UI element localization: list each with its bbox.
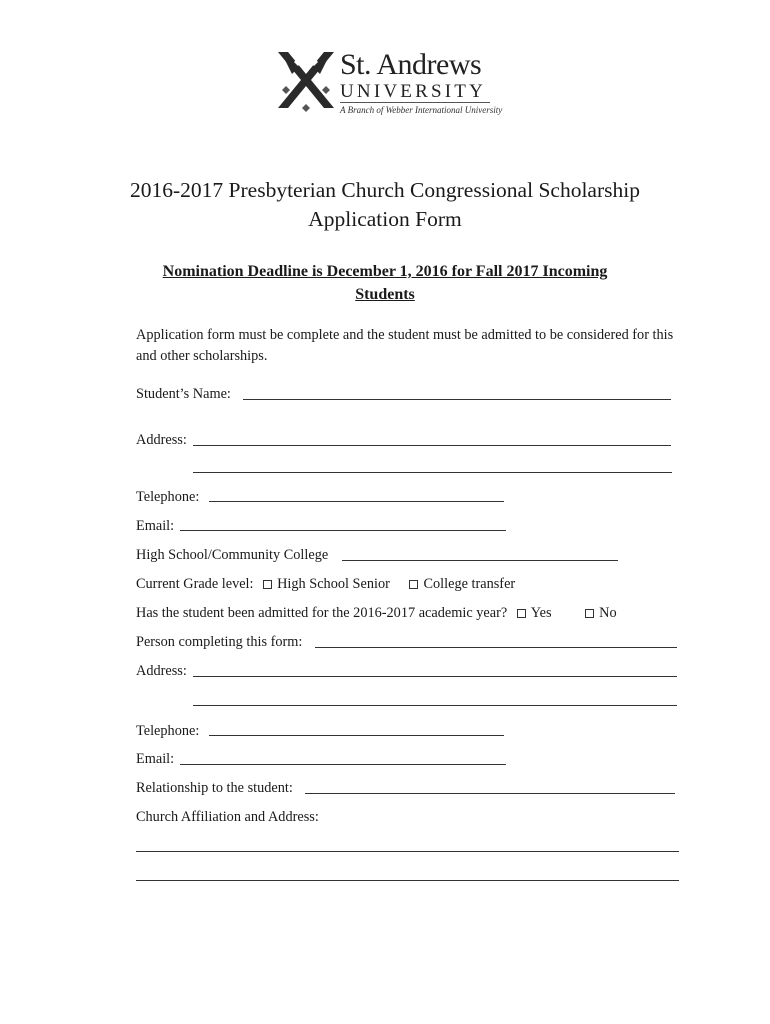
church-affiliation-field-line-2[interactable] (136, 880, 679, 881)
logo-tagline: A Branch of Webber International University (340, 105, 503, 115)
address-label: Address: (136, 432, 187, 448)
high-school-field[interactable] (342, 560, 618, 561)
completer-email-field[interactable] (180, 764, 506, 765)
completer-address-label: Address: (136, 663, 187, 679)
form-title-line-1: 2016-2017 Presbyterian Church Congressional Scholarship (130, 178, 640, 202)
logo-university: UNIVERSITY (340, 81, 486, 102)
student-name-label: Student’s Name: (136, 386, 231, 402)
high-school-senior-label: High School Senior (277, 576, 390, 592)
logo-divider (340, 102, 490, 103)
admitted-yes-label: Yes (530, 605, 552, 621)
high-school-senior-checkbox[interactable] (263, 580, 272, 589)
person-completing-label: Person completing this form: (136, 634, 303, 650)
church-affiliation-label: Church Affiliation and Address: (136, 809, 319, 825)
person-completing-field[interactable] (315, 647, 677, 648)
completer-address-field-line-2[interactable] (193, 705, 677, 706)
admitted-no-label: No (599, 605, 617, 621)
university-logo-crest (276, 50, 336, 118)
form-title-line-2: Application Form (308, 207, 462, 231)
grade-level-row (136, 575, 515, 593)
intro-paragraph: Application form must be complete and the student must be admitted to be considered for this and other scholarships. (136, 327, 674, 364)
deadline-line-1: Nomination Deadline is December 1, 2016 for Fall 2017 Incoming (162, 263, 608, 280)
address-field-line-2[interactable] (193, 472, 672, 473)
high-school-label: High School/Community College (136, 547, 329, 563)
email-field[interactable] (180, 530, 506, 531)
telephone-field[interactable] (209, 501, 504, 502)
completer-email-label: Email: (136, 751, 175, 767)
college-transfer-label: College transfer (423, 576, 516, 592)
completer-telephone-field[interactable] (209, 735, 504, 736)
nomination-deadline (120, 260, 650, 306)
admitted-question: Has the student been admitted for the 2016-2017 academic year? (136, 605, 508, 621)
telephone-label: Telephone: (136, 489, 200, 505)
admitted-no-checkbox[interactable] (585, 609, 594, 618)
completer-telephone-label: Telephone: (136, 723, 200, 739)
admitted-row (136, 604, 617, 622)
grade-level-label: Current Grade level: (136, 576, 254, 592)
email-label: Email: (136, 518, 175, 534)
form-title (60, 176, 710, 234)
relationship-field[interactable] (305, 793, 675, 794)
church-affiliation-field-line-1[interactable] (136, 851, 679, 852)
relationship-label: Relationship to the student: (136, 780, 293, 796)
address-field-line-1[interactable] (193, 445, 671, 446)
college-transfer-checkbox[interactable] (409, 580, 418, 589)
logo-name: St. Andrews (340, 48, 482, 81)
deadline-line-2: Students (355, 286, 415, 303)
completer-address-field-line-1[interactable] (193, 676, 677, 677)
admitted-yes-checkbox[interactable] (517, 609, 526, 618)
student-name-field[interactable] (243, 399, 671, 400)
